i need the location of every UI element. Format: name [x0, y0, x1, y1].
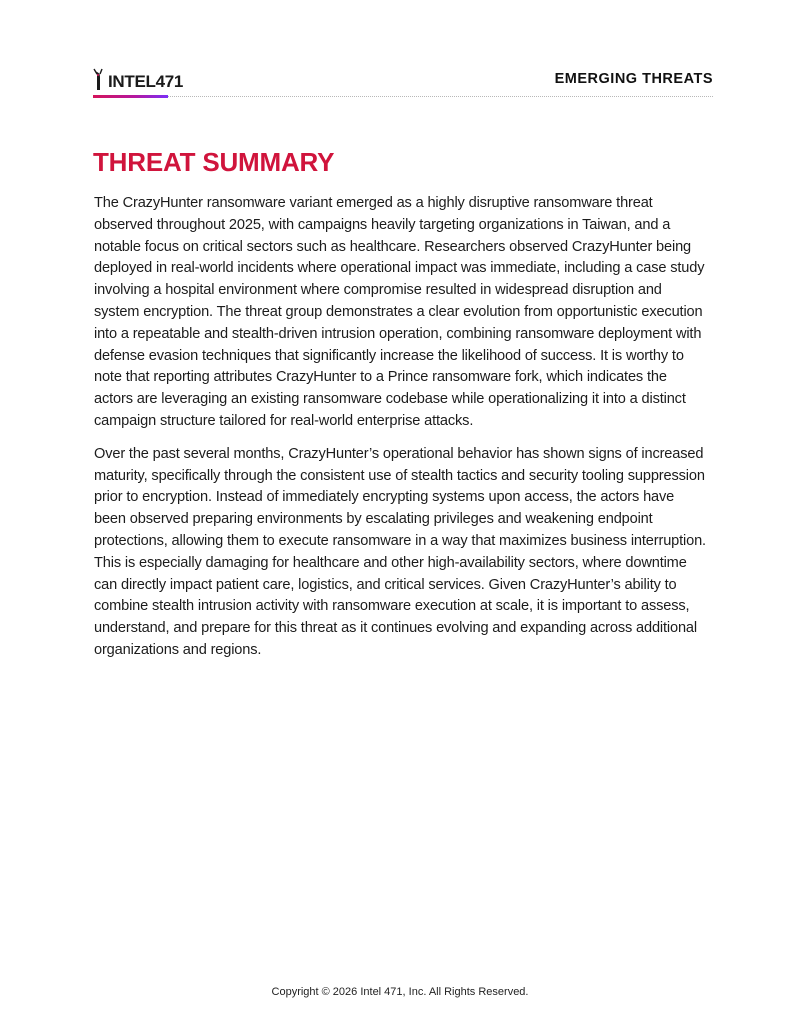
page-title: THREAT SUMMARY: [93, 147, 335, 177]
summary-paragraph-1: The CrazyHunter ransomware variant emerged as a highly disruptive ransomware threat observed throughout 2025, with campaigns heavily targeting organizations in Taiwan, and a notable focus on critical sectors such as healthcare. Researchers observed CrazyHunter being deployed in real-world incidents where operational impact was immediate, including a case study involving a hospital environment where compromise resulted in widespread disruption and system encryption. The threat group demonstrates a clear evolution from opportunistic execution into a repeatable and stealth-driven intrusion operation, combining ransomware deployment with defense evasion techniques that significantly increase the likelihood of success. It is worthy to note that reporting attributes CrazyHunter to a Prince ransomware fork, which indicates the actors are leveraging an existing ransomware codebase while operationalizing it into a distinct campaign structure tailored for real-world enterprise attacks.: [94, 195, 705, 429]
header-divider: [168, 96, 713, 97]
section-label: EMERGING THREATS: [554, 71, 713, 87]
logo-wordmark: [108, 72, 183, 92]
brand-gradient-underline: [93, 95, 168, 98]
page-header: [93, 62, 713, 102]
logo-text-number: 471: [155, 72, 184, 91]
intel471-logo: [93, 62, 183, 92]
owl-icon: [93, 68, 107, 92]
summary-body: [94, 193, 706, 673]
copyright-footer: Copyright © 2026 Intel 471, Inc. All Rights Reserved.: [271, 986, 529, 998]
summary-paragraph-2: Over the past several months, CrazyHunter’s operational behavior has shown signs of increased maturity, specifically through the consistent use of stealth tactics and security tooling suppression prior to encryption. Instead of immediately encrypting systems upon access, the actors have been observed preparing environments by escalating privileges and weakening endpoint protections, allowing them to execute ransomware in a way that maximizes business interruption. This is especially damaging for healthcare and other high-availability sectors, where downtime can directly impact patient care, logistics, and critical services. Given CrazyHunter’s ability to combine stealth intrusion activity with ransomware execution at scale, it is important to assess, understand, and prepare for this threat as it continues evolving and expanding across additional organizations and regions.: [94, 445, 706, 658]
logo-text-prefix: INTEL: [108, 72, 156, 91]
